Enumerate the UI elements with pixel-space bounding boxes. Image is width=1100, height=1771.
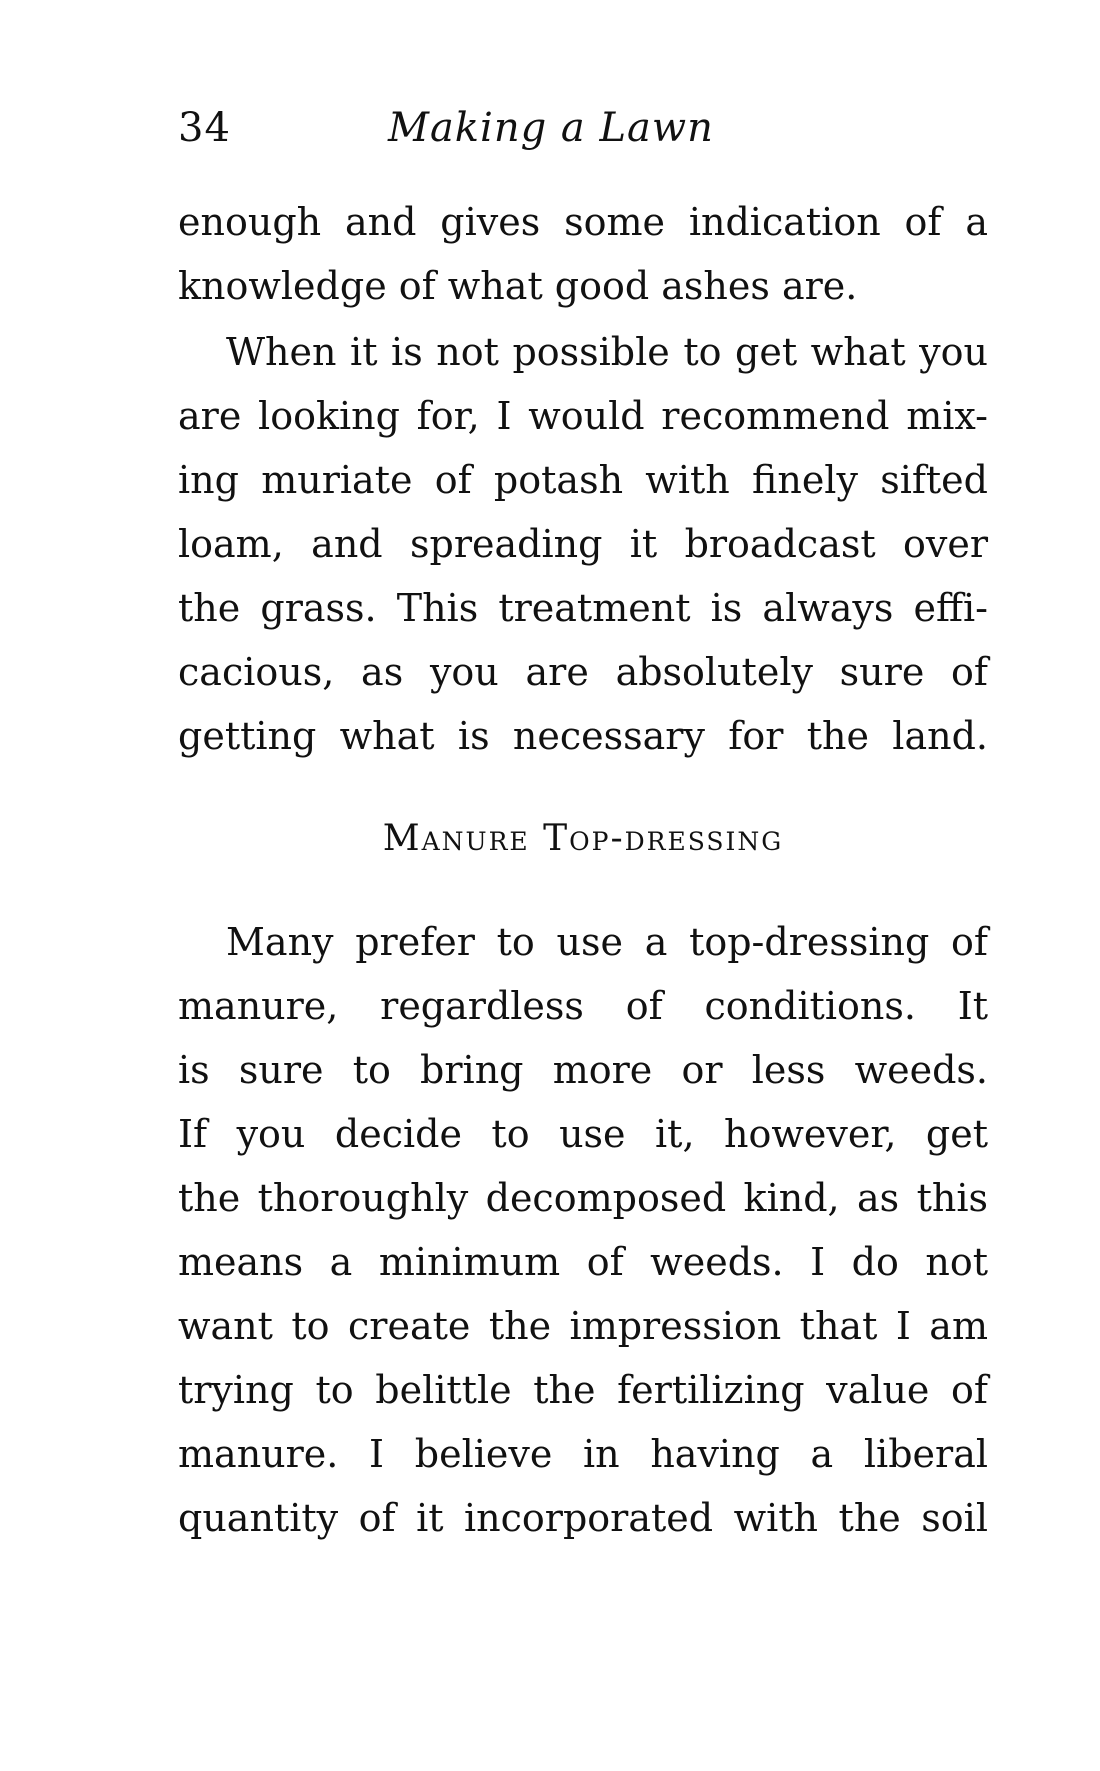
page-header bbox=[178, 105, 988, 165]
text-line: If you decide to use it, however, get bbox=[178, 1112, 988, 1156]
text-line: are looking for, I would recommend mix- bbox=[178, 394, 988, 438]
paragraph-manure bbox=[178, 910, 988, 1550]
text-line: manure. I believe in having a liberal bbox=[178, 1432, 988, 1476]
page-number: 34 bbox=[178, 105, 231, 151]
text-line: enough and gives some indication of a bbox=[178, 200, 988, 244]
paragraph-continuation bbox=[178, 190, 988, 318]
text-line: quantity of it incorporated with the soil bbox=[178, 1496, 988, 1540]
text-line: ing muriate of potash with finely sifted bbox=[178, 458, 988, 502]
text-line: getting what is necessary for the land. bbox=[178, 714, 988, 758]
text-line: knowledge of what good ashes are. bbox=[178, 264, 858, 308]
text-line: means a minimum of weeds. I do not bbox=[178, 1240, 988, 1284]
text-line: the grass. This treatment is always effi- bbox=[178, 586, 988, 630]
text-line: trying to belittle the fertilizing value of bbox=[178, 1368, 988, 1412]
text-line: Many prefer to use a top-dressing of bbox=[226, 920, 988, 964]
text-line: manure, regardless of conditions. It bbox=[178, 984, 988, 1028]
text-line: cacious, as you are absolutely sure of bbox=[178, 650, 988, 694]
text-line: is sure to bring more or less weeds. bbox=[178, 1048, 988, 1092]
section-heading: Manure Top-dressing bbox=[382, 818, 784, 859]
text-line: want to create the impression that I am bbox=[178, 1304, 988, 1348]
text-line: the thoroughly decomposed kind, as this bbox=[178, 1176, 988, 1220]
running-title: Making a Lawn bbox=[388, 105, 714, 151]
paragraph-potash bbox=[178, 320, 988, 768]
text-line: loam, and spreading it broadcast over bbox=[178, 522, 988, 566]
text-line: When it is not possible to get what you bbox=[226, 330, 988, 374]
